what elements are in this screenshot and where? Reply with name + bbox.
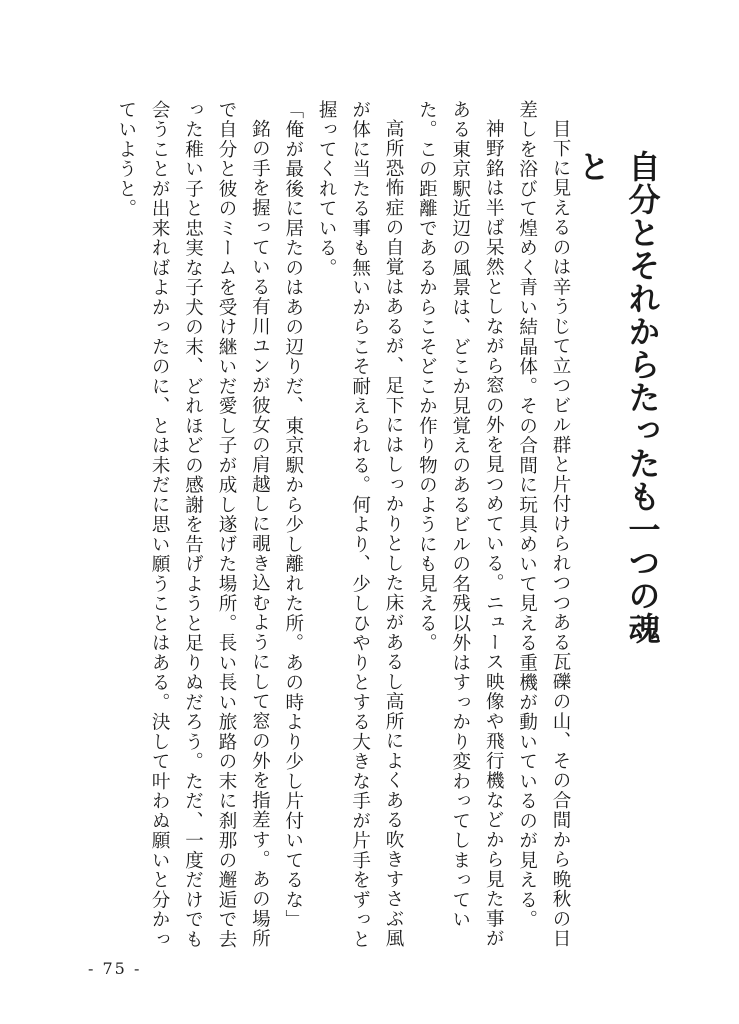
paragraph: 目下に見えるのは辛うじて立つビル群と片付けられつつある瓦礫の山、その合間から晩秋の日差しを浴びて煌めく青い結晶体。その合間に玩具めいて見える重機が動いているのが見える。 [516, 100, 571, 948]
body-text [109, 100, 577, 960]
dialogue-paragraph: 「俺が最後に居たのはあの辺りだ、東京駅から少し離れた所。あの時より少し片付いてるな」 [282, 100, 304, 930]
page-number: - 75 - [88, 959, 142, 978]
paragraph: 銘の手を握っている有川ユンが彼女の肩越しに覗き込むようにして窓の外を指差す。あの場所で自分と彼のミームを受け継いだ愛し子が成し遂げた場所。長い長い旅路の末に刹那の邂逅で去った稚い子と忠実な子犬の末、どれほどの感謝を告げようと足りぬだろう。ただ、一度だけでも会うことが出来ればよかったのに、とは未だに思い願うことはある。決して叶わぬ願いと分かっていようと。 [115, 100, 271, 950]
chapter-title: 自分とそれからたったも一つの魂と [573, 150, 662, 645]
paragraph: 高所恐怖症の自覚はあるが、足下にはしっかりとした床があるし高所によくある吹きすさぶ風が体に当たる事も無いからこそ耐えられる。何より、少しひやりとする大きな手が片手をずっと握ってくれている。 [316, 100, 404, 950]
paragraph: 神野銘は半ば呆然としながら窓の外を見つめている。ニュース映像や飛行機などから見た事がある東京駅近辺の風景は、どこか見覚えのあるビルの名残以外はすっかり変わってしまっていた。この距離であるからこそどこか作り物のようにも見える。 [416, 100, 505, 948]
